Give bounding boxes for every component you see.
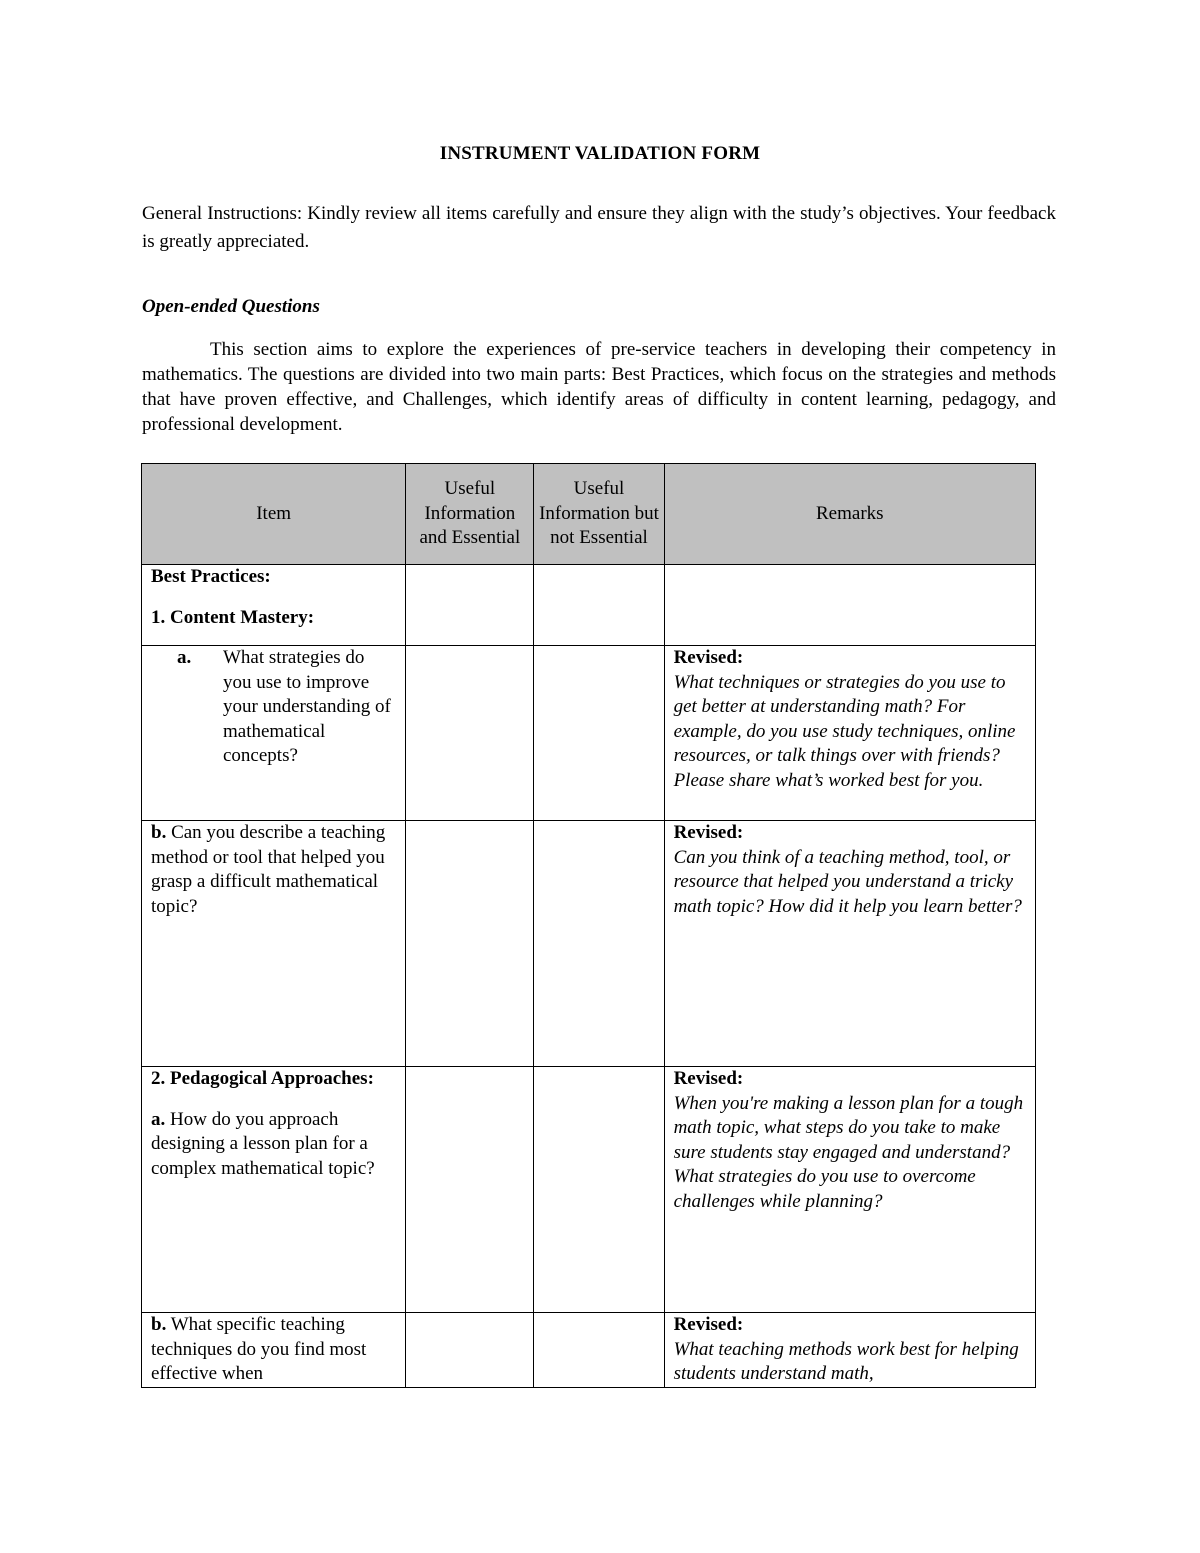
table-row	[142, 565, 1036, 646]
item-cell	[142, 821, 406, 1067]
table-row	[142, 646, 1036, 821]
remarks-cell[interactable]	[664, 565, 1035, 646]
remarks-cell[interactable]	[664, 1313, 1035, 1388]
item-letter: b.	[151, 822, 167, 843]
not-essential-cell[interactable]	[534, 821, 664, 1067]
header-item: Item	[142, 464, 406, 565]
item-question: What strategies do you use to improve your understanding of mathematical concepts?	[223, 647, 391, 766]
item-cell	[142, 1067, 406, 1313]
item-cell	[142, 565, 406, 646]
revised-label: Revised:	[673, 647, 744, 668]
best-practices-label: Best Practices:	[151, 566, 271, 587]
not-essential-cell[interactable]	[534, 646, 664, 821]
revised-label: Revised:	[673, 822, 744, 843]
revised-text: When you're making a lesson plan for a tough math topic, what steps do you take to make sure students stay engaged and understand? What strategies do you use to overcome challenges while planning?	[673, 1092, 1024, 1212]
essential-cell[interactable]	[406, 1067, 534, 1313]
remarks-cell[interactable]	[664, 646, 1035, 821]
essential-cell[interactable]	[406, 1313, 534, 1388]
form-title: INSTRUMENT VALIDATION FORM	[439, 143, 761, 164]
general-instructions: General Instructions: Kindly review all items carefully and ensure they align with the study’s objectives. Your feedback is greatly appreciated.	[142, 203, 1056, 252]
not-essential-cell[interactable]	[534, 1067, 664, 1313]
item-letter: b.	[151, 1314, 167, 1335]
remarks-cell[interactable]	[664, 1067, 1035, 1313]
revised-label: Revised:	[673, 1314, 744, 1335]
validation-table	[141, 463, 1036, 1388]
item-cell	[142, 1313, 406, 1388]
item-question: How do you approach designing a lesson plan for a complex mathematical topic?	[151, 1108, 375, 1179]
pedagogical-approaches-label: 2. Pedagogical Approaches:	[151, 1068, 374, 1089]
item-question: What specific teaching techniques do you find most effective when	[151, 1314, 367, 1384]
revised-text: What techniques or strategies do you use to get better at understanding math? For example, do you use study techniques, online resources, or talk things over with friends? Please share what’s worked best for you.	[673, 671, 1016, 791]
section-intro: This section aims to explore the experiences of pre-service teachers in developing their competency in mathematics. The questions are divided into two main parts: Best Practices, which focus on the strategies and methods that have proven effective, and Challenges, which identify areas of difficulty in content learning, pedagogy, and professional development.	[142, 339, 1056, 435]
remarks-cell[interactable]	[664, 821, 1035, 1067]
revised-text: Can you think of a teaching method, tool, or resource that helped you understand a tricky math topic? How did it help you learn better?	[673, 846, 1022, 917]
table-row	[142, 821, 1036, 1067]
table-row	[142, 1313, 1036, 1388]
header-essential: Useful Information and Essential	[406, 464, 534, 565]
header-remarks: Remarks	[664, 464, 1035, 565]
essential-cell[interactable]	[406, 821, 534, 1067]
section-heading: Open-ended Questions	[142, 296, 320, 317]
item-letter: a.	[177, 647, 192, 668]
revised-text: What teaching methods work best for helping students understand math,	[673, 1338, 1019, 1384]
essential-cell[interactable]	[406, 565, 534, 646]
item-letter: a.	[151, 1108, 166, 1130]
revised-label: Revised:	[673, 1068, 744, 1089]
not-essential-cell[interactable]	[534, 1313, 664, 1388]
header-not-essential: Useful Information but not Essential	[534, 464, 664, 565]
item-question: Can you describe a teaching method or tool that helped you grasp a difficult mathematical topic?	[151, 822, 386, 917]
item-cell	[142, 646, 406, 821]
essential-cell[interactable]	[406, 646, 534, 821]
table-header-row	[142, 464, 1036, 565]
table-row	[142, 1067, 1036, 1313]
not-essential-cell[interactable]	[534, 565, 664, 646]
content-mastery-label: 1. Content Mastery:	[151, 606, 315, 628]
